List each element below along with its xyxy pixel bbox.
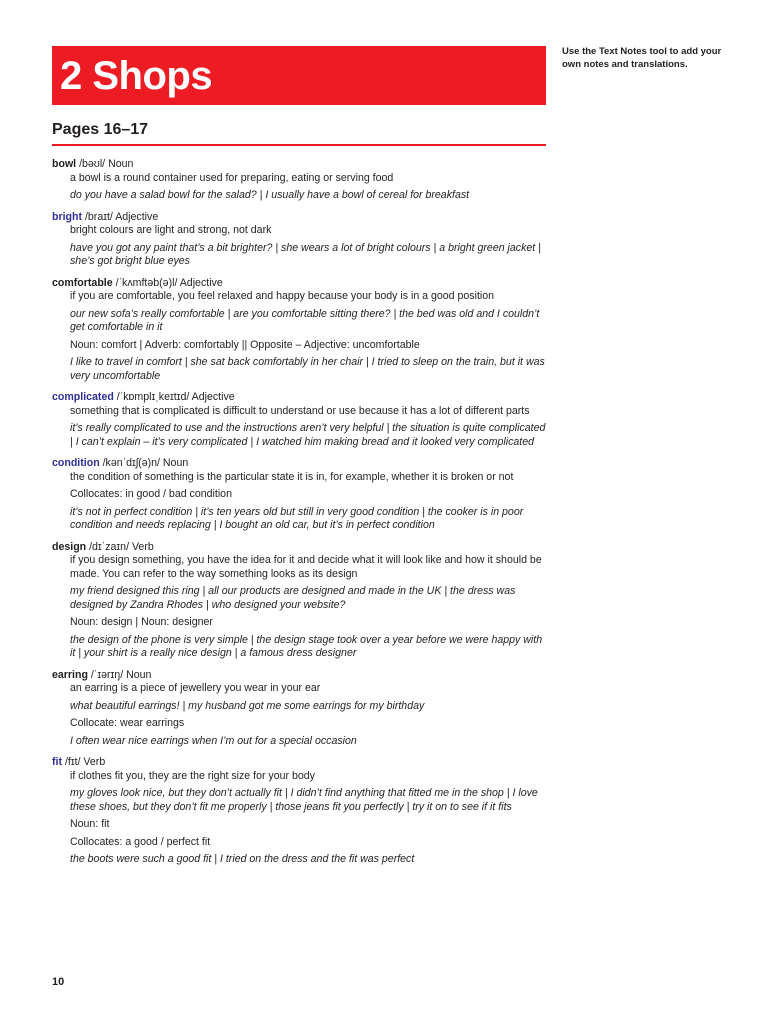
headword: comfortable xyxy=(52,276,113,289)
pronunciation-and-part-of-speech: /ˈkɒmplɪˌkeɪtɪd/ Adjective xyxy=(113,391,235,403)
example-sentences: do you have a salad bowl for the salad? | I usually have a bowl of cereal for breakfast xyxy=(70,189,470,201)
example-sentences: the boots were such a good fit | I tried on the dress and the fit was perfect xyxy=(70,853,415,865)
headword: bowl xyxy=(52,158,77,170)
example-sentences: I like to travel in comfort | she sat back comfortably in her chair | I tried to sleep on the train, but it was very uncomfortable xyxy=(70,356,545,382)
vocab-entry-condition xyxy=(52,457,546,533)
vocabulary-list xyxy=(52,158,546,875)
entry-headline xyxy=(52,277,546,291)
related-forms: Collocates: a good / perfect fit xyxy=(70,835,211,848)
vocab-entry-complicated xyxy=(52,391,546,449)
example-sentences: what beautiful earrings! | my husband got me some earrings for my birthday xyxy=(70,699,425,712)
vocab-entry-earring xyxy=(52,669,546,749)
headword[interactable]: condition xyxy=(52,457,100,469)
entry-headline xyxy=(52,391,546,405)
related-forms: Collocates: in good / bad condition xyxy=(70,488,232,500)
vocab-entry-bowl xyxy=(52,158,546,203)
pronunciation-and-part-of-speech: /dɪˈzaɪn/ Verb xyxy=(86,540,154,553)
chapter-title: 2 Shops xyxy=(60,54,213,98)
example-sentences: our new sofa’s really comfortable | are you comfortable sitting there? | the bed was old and I couldn’t get comfortable in it xyxy=(70,307,540,333)
vocab-entry-bright xyxy=(52,211,546,269)
heading-rule xyxy=(52,144,546,146)
entry-headline xyxy=(52,669,546,683)
pronunciation-and-part-of-speech: /bəʊl/ Noun xyxy=(76,158,134,170)
example-sentences: it’s really complicated to use and the instructions aren’t very helpful | the situation is quite complicated | I can’t explain – it’s very complicated | I watched him making bread and it looked very complicated xyxy=(70,422,546,448)
chapter-banner xyxy=(52,46,546,105)
example-sentences: my friend designed this ring | all our products are designed and made in the UK | the dress was designed by Zandra Rhodes | who designed your website? xyxy=(70,585,516,611)
entry-headline xyxy=(52,211,546,225)
pages-heading: Pages 16–17 xyxy=(52,121,149,138)
entry-body xyxy=(70,224,546,269)
example-sentences: it’s not in perfect condition | it’s ten years old but still in very good condition | the cooker is in poor condition and needs replacing | I bought an old car, but it’s in perfect condition xyxy=(70,505,524,531)
definition: something that is complicated is difficult to understand or use because it has a lot of different parts xyxy=(70,404,530,417)
headword: earring xyxy=(52,668,88,681)
definition: if you design something, you have the idea for it and decide what it will look like and how it should be made. You can refer to the way something looks as its design xyxy=(70,554,542,580)
headword[interactable]: bright xyxy=(52,210,83,223)
entry-body xyxy=(70,770,546,867)
entry-headline xyxy=(52,541,546,555)
definition: bright colours are light and strong, not dark xyxy=(70,224,272,236)
definition: if clothes fit you, they are the right size for your body xyxy=(70,769,315,782)
vocab-entry-comfortable xyxy=(52,277,546,384)
example-sentences: have you got any paint that’s a bit brighter? | she wears a lot of bright colours | a bright green jacket | she’s got bright blue eyes xyxy=(70,241,541,267)
related-forms: Noun: fit xyxy=(70,818,110,830)
definition: an earring is a piece of jewellery you wear in your ear xyxy=(70,682,321,694)
vocab-entry-design xyxy=(52,541,546,661)
pronunciation-and-part-of-speech: /fɪt/ Verb xyxy=(62,756,106,768)
definition: a bowl is a round container used for preparing, eating or serving food xyxy=(70,171,394,184)
text-notes-hint: Use the Text Notes tool to add your own notes and translations. xyxy=(562,46,722,70)
entry-body xyxy=(70,172,546,203)
example-sentences: my gloves look nice, but they don’t actually fit | I didn’t find anything that fitted me in the shop | I love these shoes, but they don’t fit me properly | those jeans fit you perfectly | try it on to see if it fits xyxy=(70,787,538,813)
headword: design xyxy=(52,540,87,553)
definition: if you are comfortable, you feel relaxed and happy because your body is in a good position xyxy=(70,290,495,302)
entry-body xyxy=(70,682,546,748)
related-forms: Noun: comfort | Adverb: comfortably || Opposite – Adjective: uncomfortable xyxy=(70,338,420,351)
entry-body xyxy=(70,290,546,383)
entry-body xyxy=(70,554,546,661)
entry-body xyxy=(70,405,546,450)
example-sentences: the design of the phone is very simple | the design stage took over a year before we were happy with it | your shirt is a really nice design | a famous dress designer xyxy=(70,633,543,659)
headword[interactable]: fit xyxy=(52,756,62,768)
vocab-entry-fit xyxy=(52,756,546,867)
related-forms: Collocate: wear earrings xyxy=(70,717,185,729)
related-forms: Noun: design | Noun: designer xyxy=(70,616,213,628)
page-number: 10 xyxy=(52,976,65,988)
entry-headline xyxy=(52,756,546,770)
example-sentences: I often wear nice earrings when I’m out for a special occasion xyxy=(70,734,357,747)
pronunciation-and-part-of-speech: /braɪt/ Adjective xyxy=(82,210,159,223)
entry-body xyxy=(70,471,546,533)
pronunciation-and-part-of-speech: /kənˈdɪʃ(ə)n/ Noun xyxy=(99,457,189,469)
definition: the condition of something is the particular state it is in, for example, whether it is broken or not xyxy=(70,470,514,483)
pronunciation-and-part-of-speech: /ˈkʌmftəb(ə)l/ Adjective xyxy=(112,276,223,289)
entry-headline xyxy=(52,457,546,471)
pronunciation-and-part-of-speech: /ˈɪərɪŋ/ Noun xyxy=(87,668,152,681)
entry-headline xyxy=(52,158,546,172)
headword[interactable]: complicated xyxy=(52,391,114,403)
